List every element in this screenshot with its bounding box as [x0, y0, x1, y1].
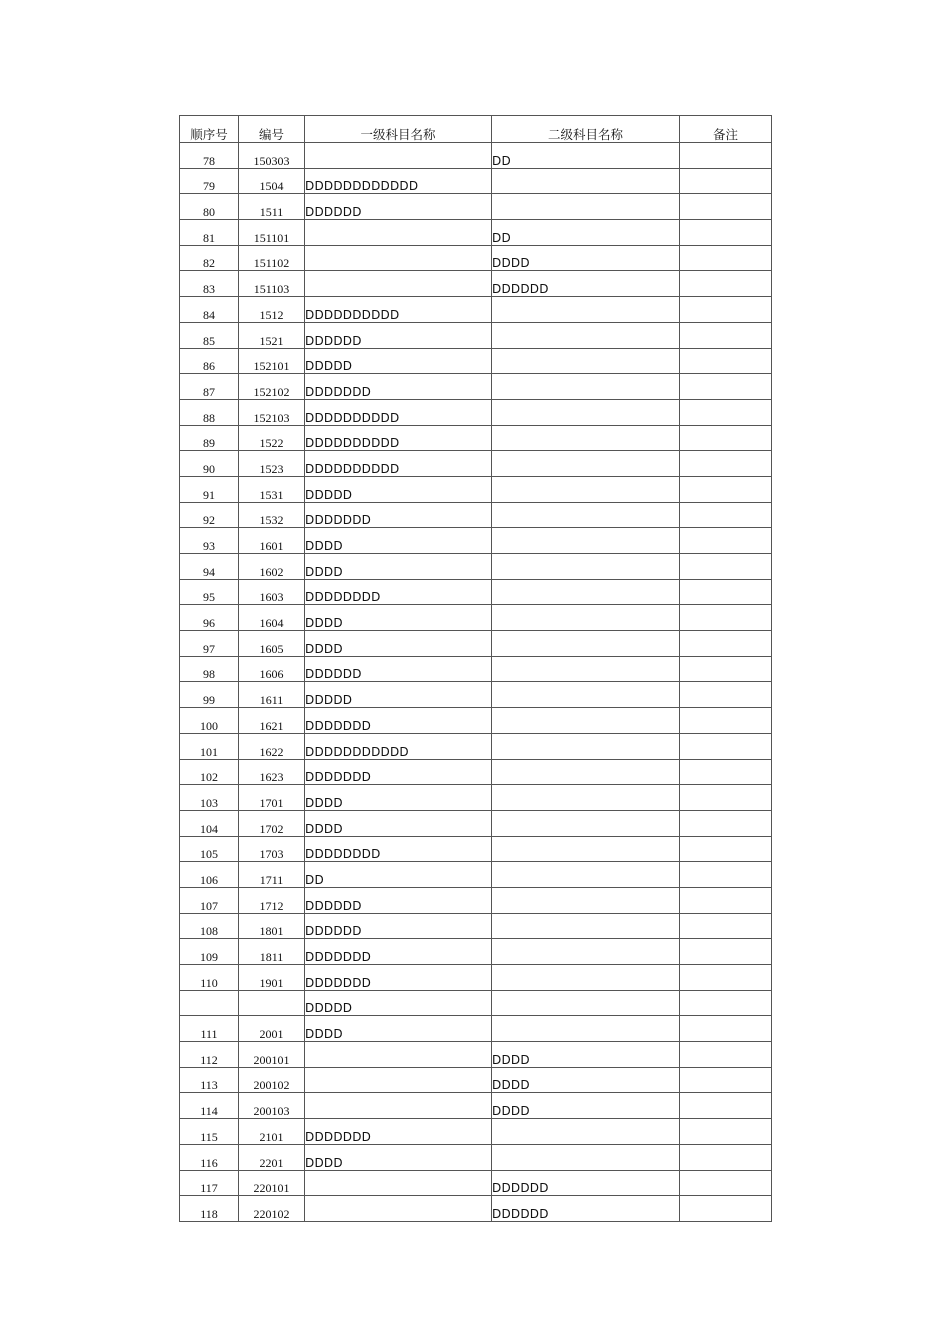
level1-name-cell: DDDD — [305, 605, 492, 631]
seq-cell: 117 — [180, 1170, 239, 1196]
seq-cell: 86 — [180, 348, 239, 374]
code-cell: 200103 — [239, 1093, 305, 1119]
level1-name-cell — [305, 1042, 492, 1068]
level2-name-cell — [492, 297, 680, 323]
table-header-row — [180, 116, 772, 143]
code-cell: 151102 — [239, 245, 305, 271]
code-cell: 1601 — [239, 528, 305, 554]
seq-cell: 79 — [180, 168, 239, 194]
code-cell: 1622 — [239, 733, 305, 759]
seq-cell: 105 — [180, 836, 239, 862]
code-cell: 1605 — [239, 631, 305, 657]
note-cell — [680, 1042, 772, 1068]
code-cell: 1811 — [239, 939, 305, 965]
table-row — [180, 862, 772, 888]
note-cell — [680, 348, 772, 374]
code-cell: 220101 — [239, 1170, 305, 1196]
table-row — [180, 297, 772, 323]
note-cell — [680, 554, 772, 580]
seq-cell: 93 — [180, 528, 239, 554]
level1-name-cell: DDDDDDD — [305, 1119, 492, 1145]
level2-name-cell — [492, 1144, 680, 1170]
level2-name-cell: DDDD — [492, 1067, 680, 1093]
note-cell — [680, 913, 772, 939]
level2-name-cell — [492, 913, 680, 939]
table-row — [180, 631, 772, 657]
note-cell — [680, 1067, 772, 1093]
level2-name-cell — [492, 785, 680, 811]
level1-name-cell: DDDDD — [305, 476, 492, 502]
level2-name-cell: DDDD — [492, 245, 680, 271]
level1-name-cell: DDDDDDDD — [305, 579, 492, 605]
level2-name-cell — [492, 990, 680, 1016]
table-row — [180, 220, 772, 246]
level1-name-cell: DD — [305, 862, 492, 888]
level1-name-cell: DDDDD — [305, 348, 492, 374]
note-cell — [680, 810, 772, 836]
header-code: 编号 — [239, 116, 305, 143]
level1-name-cell — [305, 1067, 492, 1093]
note-cell — [680, 168, 772, 194]
level1-name-cell: DDDDDDDDDD — [305, 297, 492, 323]
level2-name-cell: DDDD — [492, 1093, 680, 1119]
level2-name-cell — [492, 682, 680, 708]
level1-name-cell: DDDDDD — [305, 322, 492, 348]
table-row — [180, 836, 772, 862]
level2-name-cell — [492, 810, 680, 836]
level1-name-cell: DDDDDDDD — [305, 836, 492, 862]
seq-cell: 99 — [180, 682, 239, 708]
note-cell — [680, 476, 772, 502]
seq-cell: 115 — [180, 1119, 239, 1145]
table-row — [180, 1196, 772, 1222]
level1-name-cell — [305, 1093, 492, 1119]
level1-name-cell: DDDDD — [305, 990, 492, 1016]
level1-name-cell: DDDD — [305, 785, 492, 811]
level1-name-cell: DDDD — [305, 1016, 492, 1042]
table-row — [180, 810, 772, 836]
code-cell: 1523 — [239, 451, 305, 477]
code-cell: 1603 — [239, 579, 305, 605]
seq-cell: 88 — [180, 399, 239, 425]
table-row — [180, 476, 772, 502]
seq-cell: 107 — [180, 887, 239, 913]
level1-name-cell: DDDDDDD — [305, 502, 492, 528]
table-row — [180, 785, 772, 811]
seq-cell: 114 — [180, 1093, 239, 1119]
level1-name-cell: DDDDDDDDDDD — [305, 733, 492, 759]
seq-cell: 116 — [180, 1144, 239, 1170]
seq-cell: 111 — [180, 1016, 239, 1042]
seq-cell: 101 — [180, 733, 239, 759]
seq-cell: 110 — [180, 965, 239, 991]
table-row — [180, 682, 772, 708]
seq-cell: 95 — [180, 579, 239, 605]
note-cell — [680, 862, 772, 888]
note-cell — [680, 887, 772, 913]
level1-name-cell — [305, 245, 492, 271]
header-seq: 顺序号 — [180, 116, 239, 143]
seq-cell: 92 — [180, 502, 239, 528]
table-row — [180, 245, 772, 271]
table-row — [180, 579, 772, 605]
level1-name-cell: DDDD — [305, 1144, 492, 1170]
level2-name-cell — [492, 502, 680, 528]
level2-name-cell — [492, 451, 680, 477]
code-cell: 200102 — [239, 1067, 305, 1093]
note-cell — [680, 656, 772, 682]
level1-name-cell — [305, 220, 492, 246]
note-cell — [680, 399, 772, 425]
code-cell: 1701 — [239, 785, 305, 811]
code-cell: 1621 — [239, 708, 305, 734]
note-cell — [680, 1144, 772, 1170]
note-cell — [680, 733, 772, 759]
level2-name-cell: DD — [492, 220, 680, 246]
seq-cell: 81 — [180, 220, 239, 246]
code-cell: 151101 — [239, 220, 305, 246]
code-cell: 1532 — [239, 502, 305, 528]
level1-name-cell: DDDD — [305, 554, 492, 580]
level2-name-cell: DDDDDD — [492, 1196, 680, 1222]
level2-name-cell — [492, 168, 680, 194]
level1-name-cell: DDDDDDD — [305, 965, 492, 991]
level1-name-cell — [305, 1170, 492, 1196]
code-cell: 152101 — [239, 348, 305, 374]
table-row — [180, 1170, 772, 1196]
code-cell: 2101 — [239, 1119, 305, 1145]
note-cell — [680, 425, 772, 451]
table-row — [180, 965, 772, 991]
level2-name-cell: DDDDDD — [492, 271, 680, 297]
code-cell: 1531 — [239, 476, 305, 502]
note-cell — [680, 785, 772, 811]
code-cell: 1711 — [239, 862, 305, 888]
note-cell — [680, 194, 772, 220]
level2-name-cell — [492, 708, 680, 734]
header-level2: 二级科目名称 — [492, 116, 680, 143]
code-cell: 1511 — [239, 194, 305, 220]
table-row — [180, 1042, 772, 1068]
level1-name-cell: DDDDDDDDDDDD — [305, 168, 492, 194]
code-cell: 1712 — [239, 887, 305, 913]
level1-name-cell — [305, 1196, 492, 1222]
code-cell: 2201 — [239, 1144, 305, 1170]
seq-cell: 85 — [180, 322, 239, 348]
note-cell — [680, 451, 772, 477]
level2-name-cell — [492, 759, 680, 785]
code-cell: 1512 — [239, 297, 305, 323]
level2-name-cell — [492, 579, 680, 605]
table-row — [180, 1016, 772, 1042]
level2-name-cell: DDDDDD — [492, 1170, 680, 1196]
seq-cell: 100 — [180, 708, 239, 734]
seq-cell: 83 — [180, 271, 239, 297]
level1-name-cell: DDDDDDDDDD — [305, 425, 492, 451]
note-cell — [680, 271, 772, 297]
note-cell — [680, 528, 772, 554]
note-cell — [680, 965, 772, 991]
note-cell — [680, 322, 772, 348]
table-row — [180, 322, 772, 348]
table-row — [180, 425, 772, 451]
level1-name-cell: DDDDDD — [305, 194, 492, 220]
note-cell — [680, 502, 772, 528]
level2-name-cell — [492, 528, 680, 554]
table-row — [180, 605, 772, 631]
code-cell: 1521 — [239, 322, 305, 348]
note-cell — [680, 1016, 772, 1042]
note-cell — [680, 631, 772, 657]
note-cell — [680, 1196, 772, 1222]
level1-name-cell: DDDDDDD — [305, 708, 492, 734]
seq-cell: 98 — [180, 656, 239, 682]
note-cell — [680, 990, 772, 1016]
table-row — [180, 348, 772, 374]
note-cell — [680, 605, 772, 631]
level2-name-cell — [492, 425, 680, 451]
seq-cell: 90 — [180, 451, 239, 477]
seq-cell: 112 — [180, 1042, 239, 1068]
code-cell: 1623 — [239, 759, 305, 785]
level1-name-cell: DDDDDDD — [305, 939, 492, 965]
note-cell — [680, 245, 772, 271]
level1-name-cell: DDDDDDD — [305, 374, 492, 400]
table-row — [180, 451, 772, 477]
seq-cell: 106 — [180, 862, 239, 888]
level1-name-cell: DDDD — [305, 631, 492, 657]
level1-name-cell: DDDDDD — [305, 887, 492, 913]
level2-name-cell — [492, 605, 680, 631]
level2-name-cell — [492, 194, 680, 220]
table-row — [180, 1067, 772, 1093]
table-row — [180, 374, 772, 400]
seq-cell: 91 — [180, 476, 239, 502]
seq-cell: 80 — [180, 194, 239, 220]
level2-name-cell — [492, 939, 680, 965]
seq-cell: 96 — [180, 605, 239, 631]
seq-cell: 102 — [180, 759, 239, 785]
level2-name-cell — [492, 399, 680, 425]
code-cell: 1604 — [239, 605, 305, 631]
code-cell: 1602 — [239, 554, 305, 580]
level2-name-cell — [492, 1016, 680, 1042]
table-row — [180, 708, 772, 734]
code-cell — [239, 990, 305, 1016]
level2-name-cell — [492, 965, 680, 991]
seq-cell: 109 — [180, 939, 239, 965]
code-cell: 1702 — [239, 810, 305, 836]
level2-name-cell — [492, 862, 680, 888]
level2-name-cell — [492, 836, 680, 862]
level2-name-cell — [492, 554, 680, 580]
seq-cell: 94 — [180, 554, 239, 580]
code-cell: 152102 — [239, 374, 305, 400]
table-row — [180, 887, 772, 913]
level2-name-cell — [492, 374, 680, 400]
level1-name-cell: DDDD — [305, 810, 492, 836]
note-cell — [680, 682, 772, 708]
table-row — [180, 733, 772, 759]
table-row — [180, 502, 772, 528]
level1-name-cell: DDDDDDD — [305, 759, 492, 785]
note-cell — [680, 759, 772, 785]
table-row — [180, 939, 772, 965]
level2-name-cell — [492, 1119, 680, 1145]
note-cell — [680, 220, 772, 246]
header-level1: 一级科目名称 — [305, 116, 492, 143]
note-cell — [680, 1119, 772, 1145]
table-row — [180, 271, 772, 297]
level2-name-cell — [492, 733, 680, 759]
level2-name-cell — [492, 348, 680, 374]
code-cell: 1606 — [239, 656, 305, 682]
code-cell: 152103 — [239, 399, 305, 425]
level1-name-cell: DDDDDD — [305, 656, 492, 682]
code-cell: 1504 — [239, 168, 305, 194]
seq-cell: 104 — [180, 810, 239, 836]
table-row — [180, 194, 772, 220]
level2-name-cell — [492, 476, 680, 502]
table-row — [180, 759, 772, 785]
note-cell — [680, 297, 772, 323]
seq-cell: 118 — [180, 1196, 239, 1222]
code-cell: 150303 — [239, 143, 305, 169]
level1-name-cell — [305, 143, 492, 169]
table-row — [180, 168, 772, 194]
level2-name-cell — [492, 656, 680, 682]
seq-cell: 82 — [180, 245, 239, 271]
code-cell: 1522 — [239, 425, 305, 451]
code-cell: 200101 — [239, 1042, 305, 1068]
level2-name-cell — [492, 631, 680, 657]
code-cell: 1801 — [239, 913, 305, 939]
table-row — [180, 656, 772, 682]
seq-cell: 113 — [180, 1067, 239, 1093]
level1-name-cell — [305, 271, 492, 297]
level1-name-cell: DDDDD — [305, 682, 492, 708]
level1-name-cell: DDDDDDDDDD — [305, 451, 492, 477]
code-cell: 151103 — [239, 271, 305, 297]
note-cell — [680, 836, 772, 862]
seq-cell: 84 — [180, 297, 239, 323]
seq-cell: 89 — [180, 425, 239, 451]
code-cell: 1703 — [239, 836, 305, 862]
table-row — [180, 1119, 772, 1145]
note-cell — [680, 939, 772, 965]
level1-name-cell: DDDD — [305, 528, 492, 554]
level2-name-cell — [492, 322, 680, 348]
note-cell — [680, 1093, 772, 1119]
level2-name-cell: DD — [492, 143, 680, 169]
code-cell: 1611 — [239, 682, 305, 708]
table-row — [180, 554, 772, 580]
table-row — [180, 528, 772, 554]
note-cell — [680, 143, 772, 169]
level1-name-cell: DDDDDDDDDD — [305, 399, 492, 425]
table-row — [180, 1093, 772, 1119]
table-row — [180, 990, 772, 1016]
level1-name-cell: DDDDDD — [305, 913, 492, 939]
account-table — [179, 115, 772, 1222]
code-cell: 220102 — [239, 1196, 305, 1222]
seq-cell: 78 — [180, 143, 239, 169]
level2-name-cell — [492, 887, 680, 913]
seq-cell: 87 — [180, 374, 239, 400]
level2-name-cell: DDDD — [492, 1042, 680, 1068]
note-cell — [680, 374, 772, 400]
table-row — [180, 913, 772, 939]
header-note: 备注 — [680, 116, 772, 143]
seq-cell: 103 — [180, 785, 239, 811]
note-cell — [680, 708, 772, 734]
seq-cell — [180, 990, 239, 1016]
note-cell — [680, 1170, 772, 1196]
table-row — [180, 399, 772, 425]
table-row — [180, 1144, 772, 1170]
code-cell: 2001 — [239, 1016, 305, 1042]
seq-cell: 97 — [180, 631, 239, 657]
table-row — [180, 143, 772, 169]
code-cell: 1901 — [239, 965, 305, 991]
seq-cell: 108 — [180, 913, 239, 939]
note-cell — [680, 579, 772, 605]
